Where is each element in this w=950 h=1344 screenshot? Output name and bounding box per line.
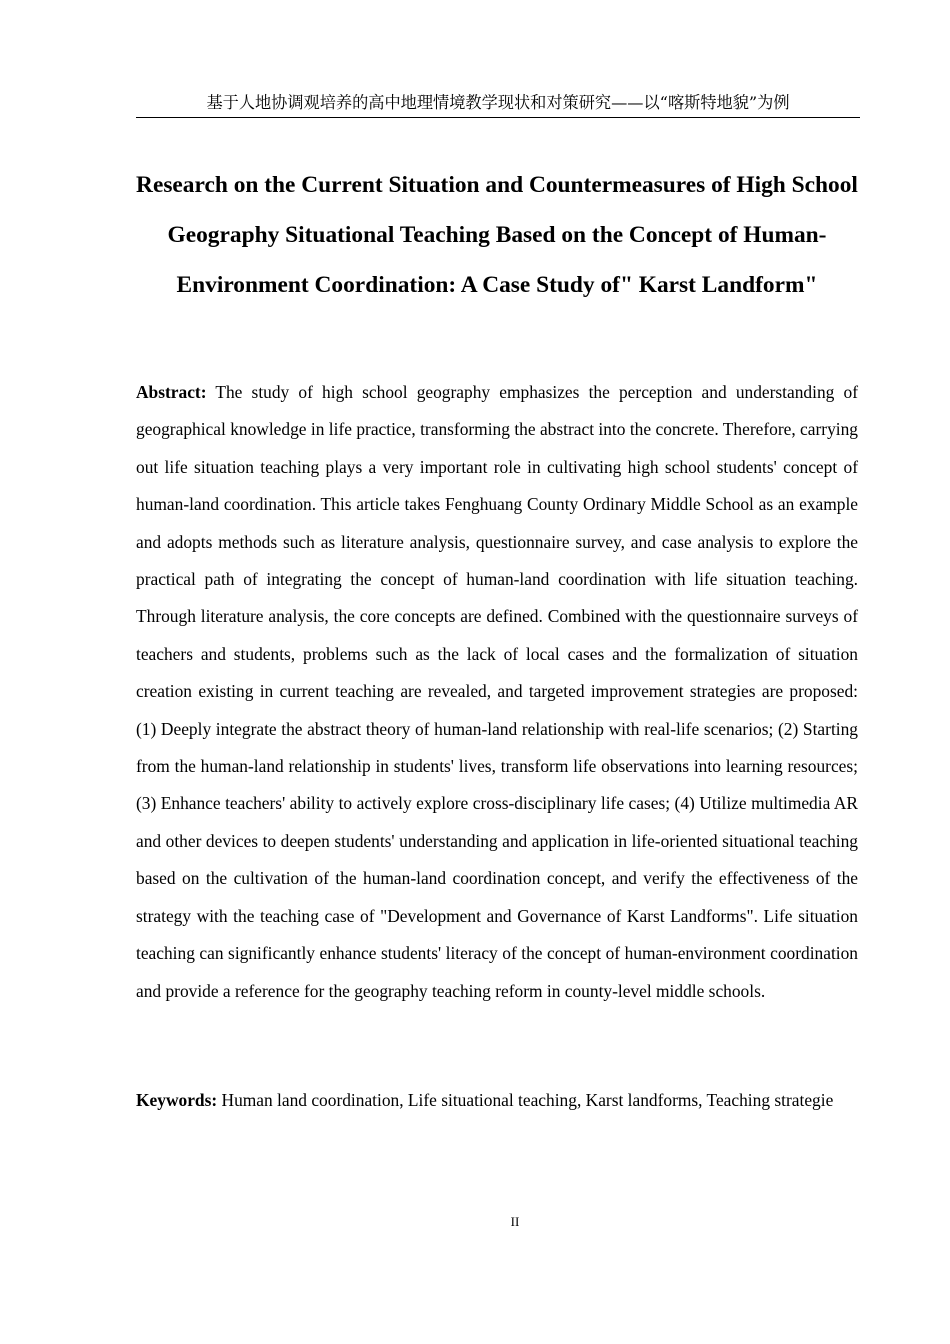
page-number: II [510, 1214, 520, 1229]
abstract-paragraph [136, 374, 858, 1010]
abstract-text: The study of high school geography emphasizes the perception and understanding of geographical knowledge in life practice, transforming the abstract into the concrete. Therefore, carrying out life situation teaching plays a very important role in cultivating high school students' concept of human-land coordination. This article takes Fenghuang County Ordinary Middle School as an example and adopts methods such as literature analysis, questionnaire survey, and case analysis to explore the practical path of integrating the concept of human-land coordination with life situation teaching. Through literature analysis, the core concepts are defined. Combined with the questionnaire surveys of teachers and students, problems such as the lack of local cases and the formalization of situation creation existing in current teaching are revealed, and targeted improvement strategies are proposed: (1) Deeply integrate the abstract theory of human-land relationship with real-life scenarios; (2) Starting from the human-land relationship in students' lives, transform life observations into learning resources; (3) Enhance teachers' ability to actively explore cross-disciplinary life cases; (4) Utilize multimedia AR and other devices to deepen students' understanding and application in life-oriented situational teaching based on the cultivation of the human-land coordination concept, and verify the effectiveness of the strategy with the teaching case of "Development and Governance of Karst Landforms". Life situation teaching can significantly enhance students' literacy of the concept of human-environment coordination and provide a reference for the geography teaching reform in county-level middle schools. [136, 382, 858, 1001]
keywords-text: Human land coordination, Life situational teaching, Karst landforms, Teaching strategie [217, 1090, 834, 1110]
abstract-label: Abstract: [136, 382, 207, 402]
keywords-paragraph [136, 1082, 858, 1119]
keywords-label: Keywords: [136, 1090, 218, 1110]
paper-title: Research on the Current Situation and Countermeasures of High School Geography Situational Teaching Based on the Concept of Human-Environment Coordination: A Case Study of" Karst Landform" [136, 172, 858, 298]
running-header: 基于人地协调观培养的高中地理情境教学现状和对策研究——以“喀斯特地貌”为例 [136, 90, 860, 118]
